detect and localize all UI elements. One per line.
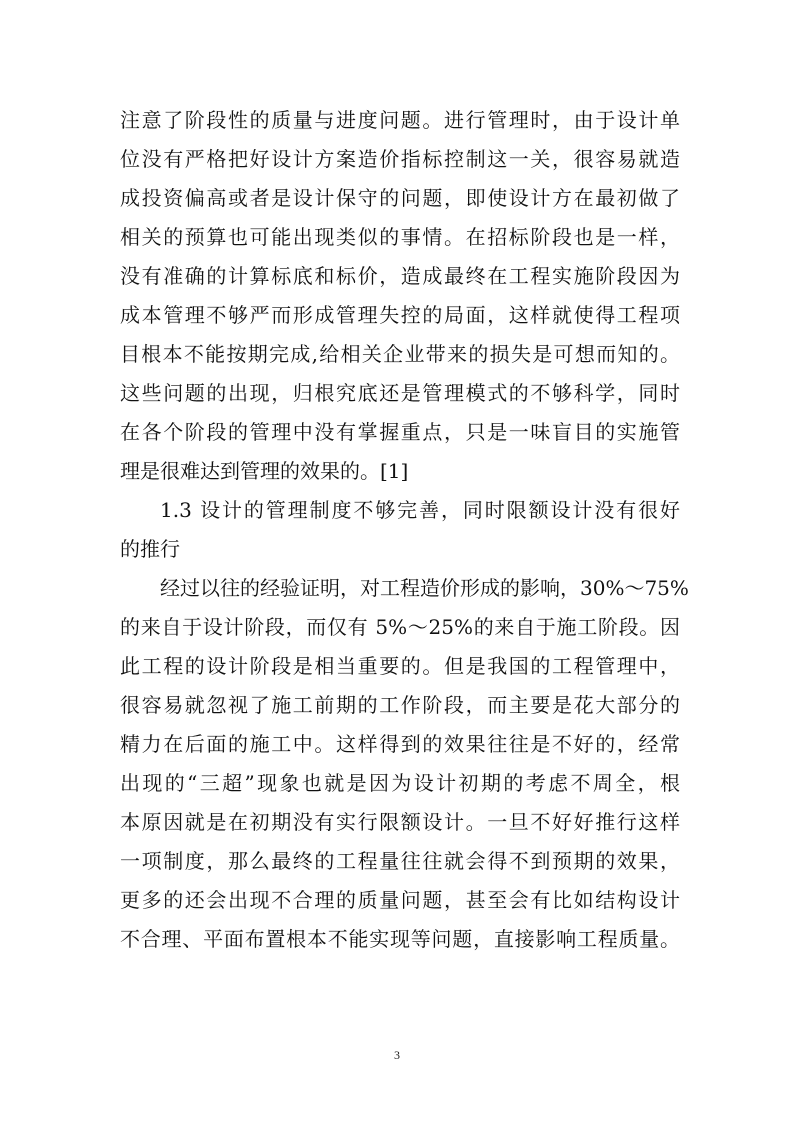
text-line: 很容易就忽视了施工前期的工作阶段，而主要是花大部分的 bbox=[120, 693, 680, 717]
text-line: 成投资偏高或者是设计保守的问题，即使设计方在最初做了 bbox=[120, 186, 680, 210]
page-number: 3 bbox=[394, 1048, 400, 1062]
heading-line: 1.3 设计的管理制度不够完善，同时限额设计没有很好 bbox=[160, 498, 680, 522]
text-line: 精力在后面的施工中。这样得到的效果往往是不好的，经常 bbox=[120, 732, 680, 756]
text-line: 经过以往的经验证明，对工程造价形成的影响，30%～75% bbox=[160, 576, 689, 600]
text-line: 出现的“三超”现象也就是因为设计初期的考虑不周全，根 bbox=[120, 771, 680, 795]
text-line: 相关的预算也可能出现类似的事情。在招标阶段也是一样， bbox=[120, 225, 680, 249]
text-line: 成本管理不够严而形成管理失控的局面，这样就使得工程项 bbox=[120, 303, 680, 327]
text-line: 理是很难达到管理的效果的。[1] bbox=[120, 459, 409, 483]
text-line: 不合理、平面布置根本不能实现等问题，直接影响工程质量。 bbox=[120, 927, 680, 951]
text-line: 位没有严格把好设计方案造价指标控制这一关，很容易就造 bbox=[120, 147, 680, 171]
text-line: 一项制度，那么最终的工程量往往就会得不到预期的效果， bbox=[120, 849, 680, 873]
text-line: 本原因就是在初期没有实行限额设计。一旦不好好推行这样 bbox=[120, 810, 680, 834]
heading-line: 的推行 bbox=[120, 537, 180, 561]
text-line: 没有准确的计算标底和标价，造成最终在工程实施阶段因为 bbox=[120, 264, 680, 288]
text-line: 在各个阶段的管理中没有掌握重点，只是一味盲目的实施管 bbox=[120, 420, 680, 444]
text-line: 更多的还会出现不合理的质量问题，甚至会有比如结构设计 bbox=[120, 888, 680, 912]
text-line: 注意了阶段性的质量与进度问题。进行管理时，由于设计单 bbox=[120, 108, 680, 132]
text-line: 这些问题的出现，归根究底还是管理模式的不够科学，同时 bbox=[120, 381, 680, 405]
text-line: 此工程的设计阶段是相当重要的。但是我国的工程管理中， bbox=[120, 654, 680, 678]
text-line: 的来自于设计阶段，而仅有 5%～25%的来自于施工阶段。因 bbox=[120, 615, 680, 639]
text-line: 目根本不能按期完成,给相关企业带来的损失是可想而知的。 bbox=[120, 342, 680, 366]
